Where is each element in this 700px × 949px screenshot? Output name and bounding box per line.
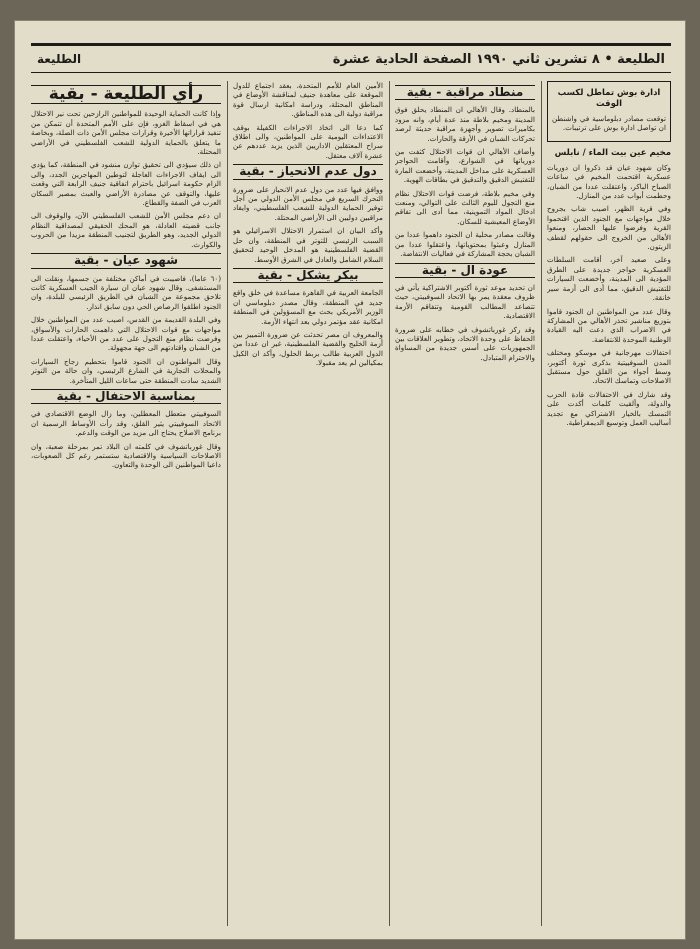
prisoners-title: بمناسبة الاحتفال - بقية	[31, 389, 221, 404]
left-column	[31, 81, 221, 926]
observers-paragraph: كما دعا الى اتخاذ الاجراءات الكفيلة بوقف الاعتداءات اليومية على المواطنين، والى اطلاق سراح المعتقلين الاداريين الذين يزيد عددهم عن عشرة آلاف معتقل.	[233, 122, 383, 160]
newspaper-page	[14, 20, 686, 940]
return-title: عودة ال - بقية	[395, 263, 535, 278]
column-rule	[389, 81, 390, 926]
witnesses-paragraph: وقال المواطنون ان الجنود قاموا بتحطيم زجاج السيارات والمحلات التجارية في الشارع الرئيسي، وان حالة من التوتر الشديد سادت المنطقة حتى ساعات الليل المتأخرة.	[31, 356, 221, 385]
column-rule	[227, 81, 228, 926]
rawiyya-paragraph: وعلى صعيد آخر، أقامت السلطات العسكرية حواجز جديدة على الطرق المؤدية الى المدينة، وأخضعت السيارات للتفتيش الدقيق، مما أدى الى أزمة سير خانقة.	[547, 255, 671, 303]
crisis-paragraph: وأكد البيان ان استمرار الاحتلال الاسرائيلي هو السبب الرئيسي للتوتر في المنطقة، وان حل القضية الفلسطينية هو المدخل الوحيد لتحقيق السلام الشامل والعادل في الشرق الأوسط.	[233, 226, 383, 264]
return-paragraph: وقد ركز غورباتشوف في خطابه على ضرورة الحفاظ على وحدة الاتحاد، وتطوير العلاقات بين الجمهوريات على أسس جديدة من المساواة والاحترام المتبادل.	[395, 324, 535, 362]
issue-info: الطليعة • ٨ تشرين ثاني ١٩٩٠ الصفحة الحادية عشرة	[332, 51, 665, 67]
soviet-paragraph: وقد شارك في الاحتفالات قادة الحزب والدولة، وألقيت كلمات أكدت على التمسك بالخيار الاشتراكي مع تجديد أساليب العمل وتوسيع الديمقراطية.	[547, 389, 671, 427]
bush-box	[547, 81, 671, 142]
bush-title: ادارة بوش تماطل لكسب الوقت	[557, 88, 661, 109]
baker-title: بيكر يشكل - بقية	[233, 268, 383, 283]
crisis-paragraph: ووافق فيها عدد من دول عدم الانحياز على ضرورة التحرك السريع في مجلس الأمن الدولي من أجل توفير الحماية الدولية للشعب الفلسطيني، وايفاد مراقبين دوليين الى الأراضي المحتلة.	[233, 184, 383, 222]
editorial-title: رأي الطليعة - بقية	[31, 85, 221, 104]
soviet-paragraph: احتفالات مهرجانية في موسكو ومختلف المدن السوفييتية بذكرى ثورة أكتوبر، وسط أجواء من القلق حول مستقبل الاصلاحات وتماسك الاتحاد.	[547, 348, 671, 386]
witnesses-title: شهود عيان - بقية	[31, 253, 221, 268]
rawiyya-paragraph: وقال عدد من المواطنين ان الجنود قاموا بتوزيع مناشير تحذر الأهالي من المشاركة في الاضراب الذي دعت اليه القيادة الوطنية الموحدة للانتفاضة.	[547, 306, 671, 344]
paper-name: الطليعة	[37, 52, 82, 66]
baker-paragraph: الجامعة العربية في القاهرة مساعدة في خلق واقع جديد في المنطقة، وقال مصدر دبلوماسي ان الوزير الأمريكي بحث مع المسؤولين في المنطقة امكانية عقد مؤتمر دولي بعد انتهاء الأزمة.	[233, 288, 383, 326]
third-column	[395, 81, 535, 926]
page-header	[31, 43, 671, 73]
patrol-paragraph: وقالت مصادر محلية ان الجنود داهموا عددا من المنازل وعبثوا بمحتوياتها، واعتقلوا عددا من الشبان بحجة المشاركة في فعاليات الانتفاضة.	[395, 230, 535, 259]
second-column	[233, 81, 383, 926]
prisoners-paragraph: وقال غورباتشوف في كلمته ان البلاد تمر بمرحلة صعبة، وان الاصلاحات السياسية والاقتصادية ستستمر رغم كل الصعوبات، داعيا المواطنين الى الوحدة والتعاون.	[31, 441, 221, 470]
editorial-paragraph: ان ذلك سيؤدي الى تحقيق توازن منشود في المنطقة، كما يؤدي الى ايقاف الاجراءات العاجلة لتوطين المهاجرين الجدد، والى الزام حكومة اسرائيل باحترام اتفاقية جنيف الرابعة التي وقعت عليها، والتوقف عن مصادرة الأراضي والعبث بمصير السكان العرب في الضفة والقطاع.	[31, 160, 221, 208]
crisis-title: دول عدم الانحياز - بقية	[233, 164, 383, 179]
patrol-title: منطاد مراقبة - بقية	[395, 85, 535, 100]
rawiyya-paragraph: وكان شهود عيان قد ذكروا ان دوريات عسكرية اقتحمت المخيم في ساعات الصباح الباكر، واعتقلت عددا من الشبان، وحطمت أبواب عدد من المنازل.	[547, 162, 671, 201]
editorial-paragraph: وإذا كانت الحماية الوحيدة للمواطنين الرازحين تحت نير الاحتلال هي في اسقاط الغزو، فإن على الأمم المتحدة أن تتمكن من تنفيذ قراراتها الأخيرة وقرارات مجلس الأمن ذات الصلة، وبخاصة ما يتعلق بالحماية الدولية للشعب الفلسطيني في الأراضي المحتلة.	[31, 109, 221, 157]
return-paragraph: ان تحديد موعد ثورة أكتوبر الاشتراكية يأتي في ظروف معقدة يمر بها الاتحاد السوفييتي، حيث تتصاعد المطالب القومية وتتفاقم الأزمة الاقتصادية.	[395, 282, 535, 321]
observers-paragraph: الأمين العام للأمم المتحدة، بعقد اجتماع للدول الموقعة على معاهدة جنيف لمناقشة الأوضاع في المناطق المحتلة، ودراسة امكانية ارسال قوة مراقبة دولية الى هذه المناطق.	[233, 81, 383, 119]
bush-lead: توقعت مصادر دبلوماسية في واشنطن ان تواصل ادارة بوش على ترتيبات.	[552, 114, 666, 133]
patrol-paragraph: بالمنطاد. وقال الأهالي ان المنطاد يحلق فوق المدينة ومخيم بلاطة منذ عدة أيام، وانه مزود بكاميرات تصوير وأجهزة مراقبة حديثة لرصد تحركات الشبان في الأزقة والحارات.	[395, 105, 535, 143]
rawiyya-kicker: مخيم عين بيت الماء / نابلس	[554, 147, 671, 158]
witnesses-paragraph: (٦٠ عاما)، فاصيبت في أماكن مختلفة من جسمها، ونقلت الى المستشفى. وقال شهود عيان ان سيارة الجيب العسكرية كانت تلاحق مجموعة من الشبان في الطريق الرئيسي للبلدة، وان الجنود اطلقوا الرصاص الحي دون سابق انذار.	[31, 273, 221, 311]
patrol-paragraph: وأضاف الأهالي ان قوات الاحتلال كثفت من دورياتها في الشوارع، وأقامت الحواجز العسكرية على مداخل المدينة، وأخضعت المارة للتفتيش الدقيق والتدقيق في بطاقات الهوية.	[395, 147, 535, 185]
witnesses-paragraph: وفي البلدة القديمة من القدس، اصيب عدد من المواطنين خلال مواجهات مع قوات الاحتلال التي داهمت الحارات والأسواق، وفرضت نظام منع التجول على عدد من الأحياء، واعتقلت عددا من الشبان واقتادتهم الى جهة مجهولة.	[31, 315, 221, 353]
prisoners-paragraph: السوفييتي متعطل المعطلين، وما زال الوضع الاقتصادي في الاتحاد السوفييتي يثير القلق، وقد رأت الأوساط الرسمية ان برنامج الاصلاح يحتاج الى مزيد من الوقت والدعم.	[31, 409, 221, 438]
baker-paragraph: والمعروف ان مصر تحدثت عن ضرورة التمييز بين أزمة الخليج والقضية الفلسطينية، غير ان عددا من الدول العربية طالب بربط الحلول، وأكد ان الكيل بمكيالين لم يعد مقبولا.	[233, 329, 383, 368]
patrol-paragraph: وفي مخيم بلاطة، فرضت قوات الاحتلال نظام منع التجول لليوم الثالث على التوالي، ومنعت ادخال المواد التموينية، مما أدى الى تفاقم الأوضاع المعيشية للسكان.	[395, 188, 535, 226]
rawiyya-paragraph: وفي قرية الظهر، اصيب شاب بجروح خلال مواجهات مع الجنود الذين اقتحموا القرية وفرضوا عليها الحصار، ومنعوا الأهالي من الخروج الى حقولهم لقطف الزيتون.	[547, 204, 671, 252]
right-column	[547, 81, 671, 926]
column-rule	[541, 81, 542, 926]
editorial-paragraph: ان دعم مجلس الأمن للشعب الفلسطيني الآن، والوقوف الى جانب قضيته العادلة، هو المحك الحقيقي لمصداقية النظام الدولي الجديد، وهو الطريق لتجنيب المنطقة مزيدا من الحروب والكوارث.	[31, 211, 221, 249]
